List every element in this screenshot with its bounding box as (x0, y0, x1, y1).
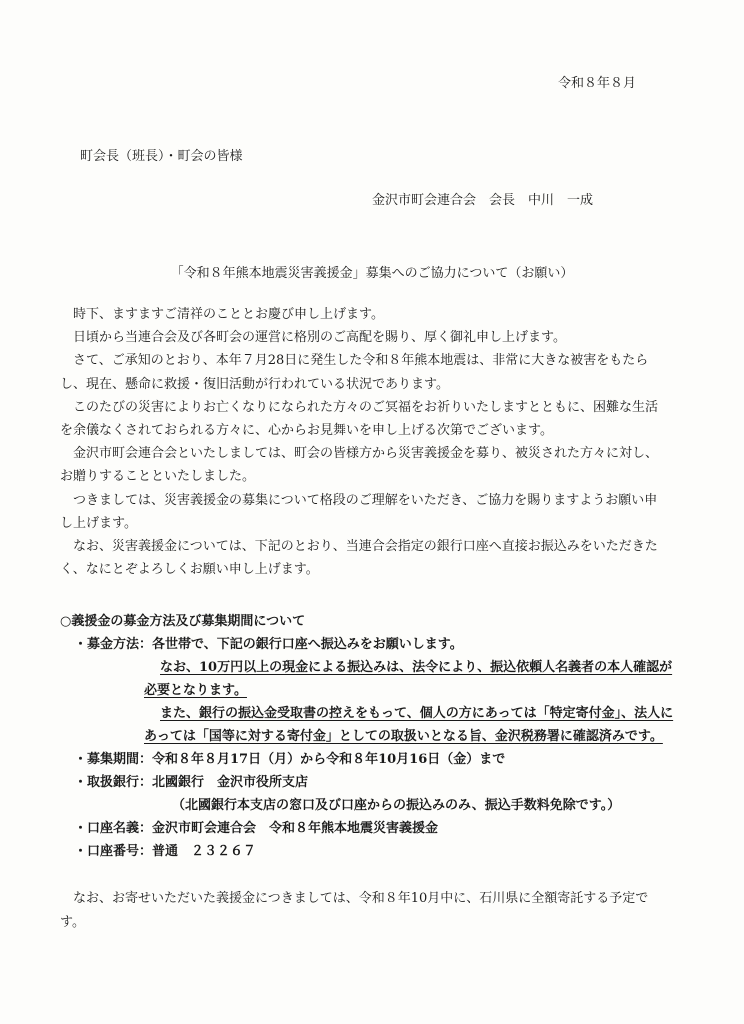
body-text (60, 303, 660, 581)
note-tax-line2: あっては「国等に対する寄付金」としての取扱いとなる旨、金沢税務署に確認済みです。 (144, 729, 663, 744)
body-paragraph: なお、災害義援金については、下記のとおり、当連合会指定の銀行口座へ直接お振込みをいただきたく、なにとぞよろしくお願い申し上げます。 (60, 539, 658, 578)
note-tax-line1: また、銀行の振込金受取書の控えをもって、個人の方にあっては「特定寄付金」、法人に (160, 706, 674, 721)
bank-note: （北國銀行本支店の窓口及び口座からの振込みのみ、振込手数料免除です。） (172, 798, 621, 813)
note-identity-line1: なお、10万円以上の現金による振込みは、法令により、振込依頼人名義者の本人確認が (160, 660, 673, 675)
document-date: 令和８年８月 (557, 76, 636, 91)
period-item: ・募集期間：令和８年８月17日（月）から令和８年10月16日（金）まで (74, 752, 506, 767)
addressee: 町会長（班長）・町会の皆様 (80, 149, 243, 164)
closing-text (60, 887, 660, 935)
sender: 金沢市町会連合会 会長 中川 一成 (372, 193, 594, 208)
bank-item: ・取扱銀行：北國銀行 金沢市役所支店 (74, 775, 309, 790)
document-title: 「令和８年熊本地震災害義援金」募集へのご協力について（お願い） (170, 266, 574, 281)
note-identity-line2: 必要となります。 (144, 683, 247, 698)
body-paragraph: 日頃から当連合会及び各町会の運営に格別のご高配を賜り、厚く御礼申し上げます。 (73, 330, 566, 346)
account-name-item: ・口座名義：金沢市町会連合会 令和８年熊本地震災害義援金 (74, 821, 439, 836)
method-item: ・募金方法：各世帯で、下記の銀行口座へ振込みをお願いします。 (74, 637, 463, 652)
body-paragraph: このたびの災害によりお亡くなりになられた方々のご冥福をお祈りいたしますとともに、困難な生活を余儀なくされておられる方々に、心からお見舞いを申し上げる次第でございます。 (60, 399, 659, 439)
body-paragraph: つきましては、災害義援金の募集について格段のご理解をいただき、ご協力を賜りますようお願い申し上げます。 (60, 492, 658, 531)
donation-section (60, 610, 680, 863)
body-paragraph: 金沢市町会連合会といたしましては、町会の皆様方から災害義援金を募り、被災された方々に対し、お贈りすることといたしました。 (60, 446, 659, 485)
body-paragraph: さて、ご承知のとおり、本年７月28日に発生した令和８年熊本地震は、非常に大きな被害をもたらし、現在、懸命に救援・復旧活動が行われている状況であります。 (60, 353, 649, 392)
closing-paragraph: なお、お寄せいただいた義援金につきましては、令和８年10月中に、石川県に全額寄託する予定です。 (60, 891, 649, 930)
section-heading: ○義援金の募金方法及び募集期間について (60, 614, 306, 629)
body-paragraph: 時下、ますますご清祥のこととお慶び申し上げます。 (73, 307, 384, 322)
account-number-item: ・口座番号：普通 ２３２６７ (74, 844, 257, 859)
